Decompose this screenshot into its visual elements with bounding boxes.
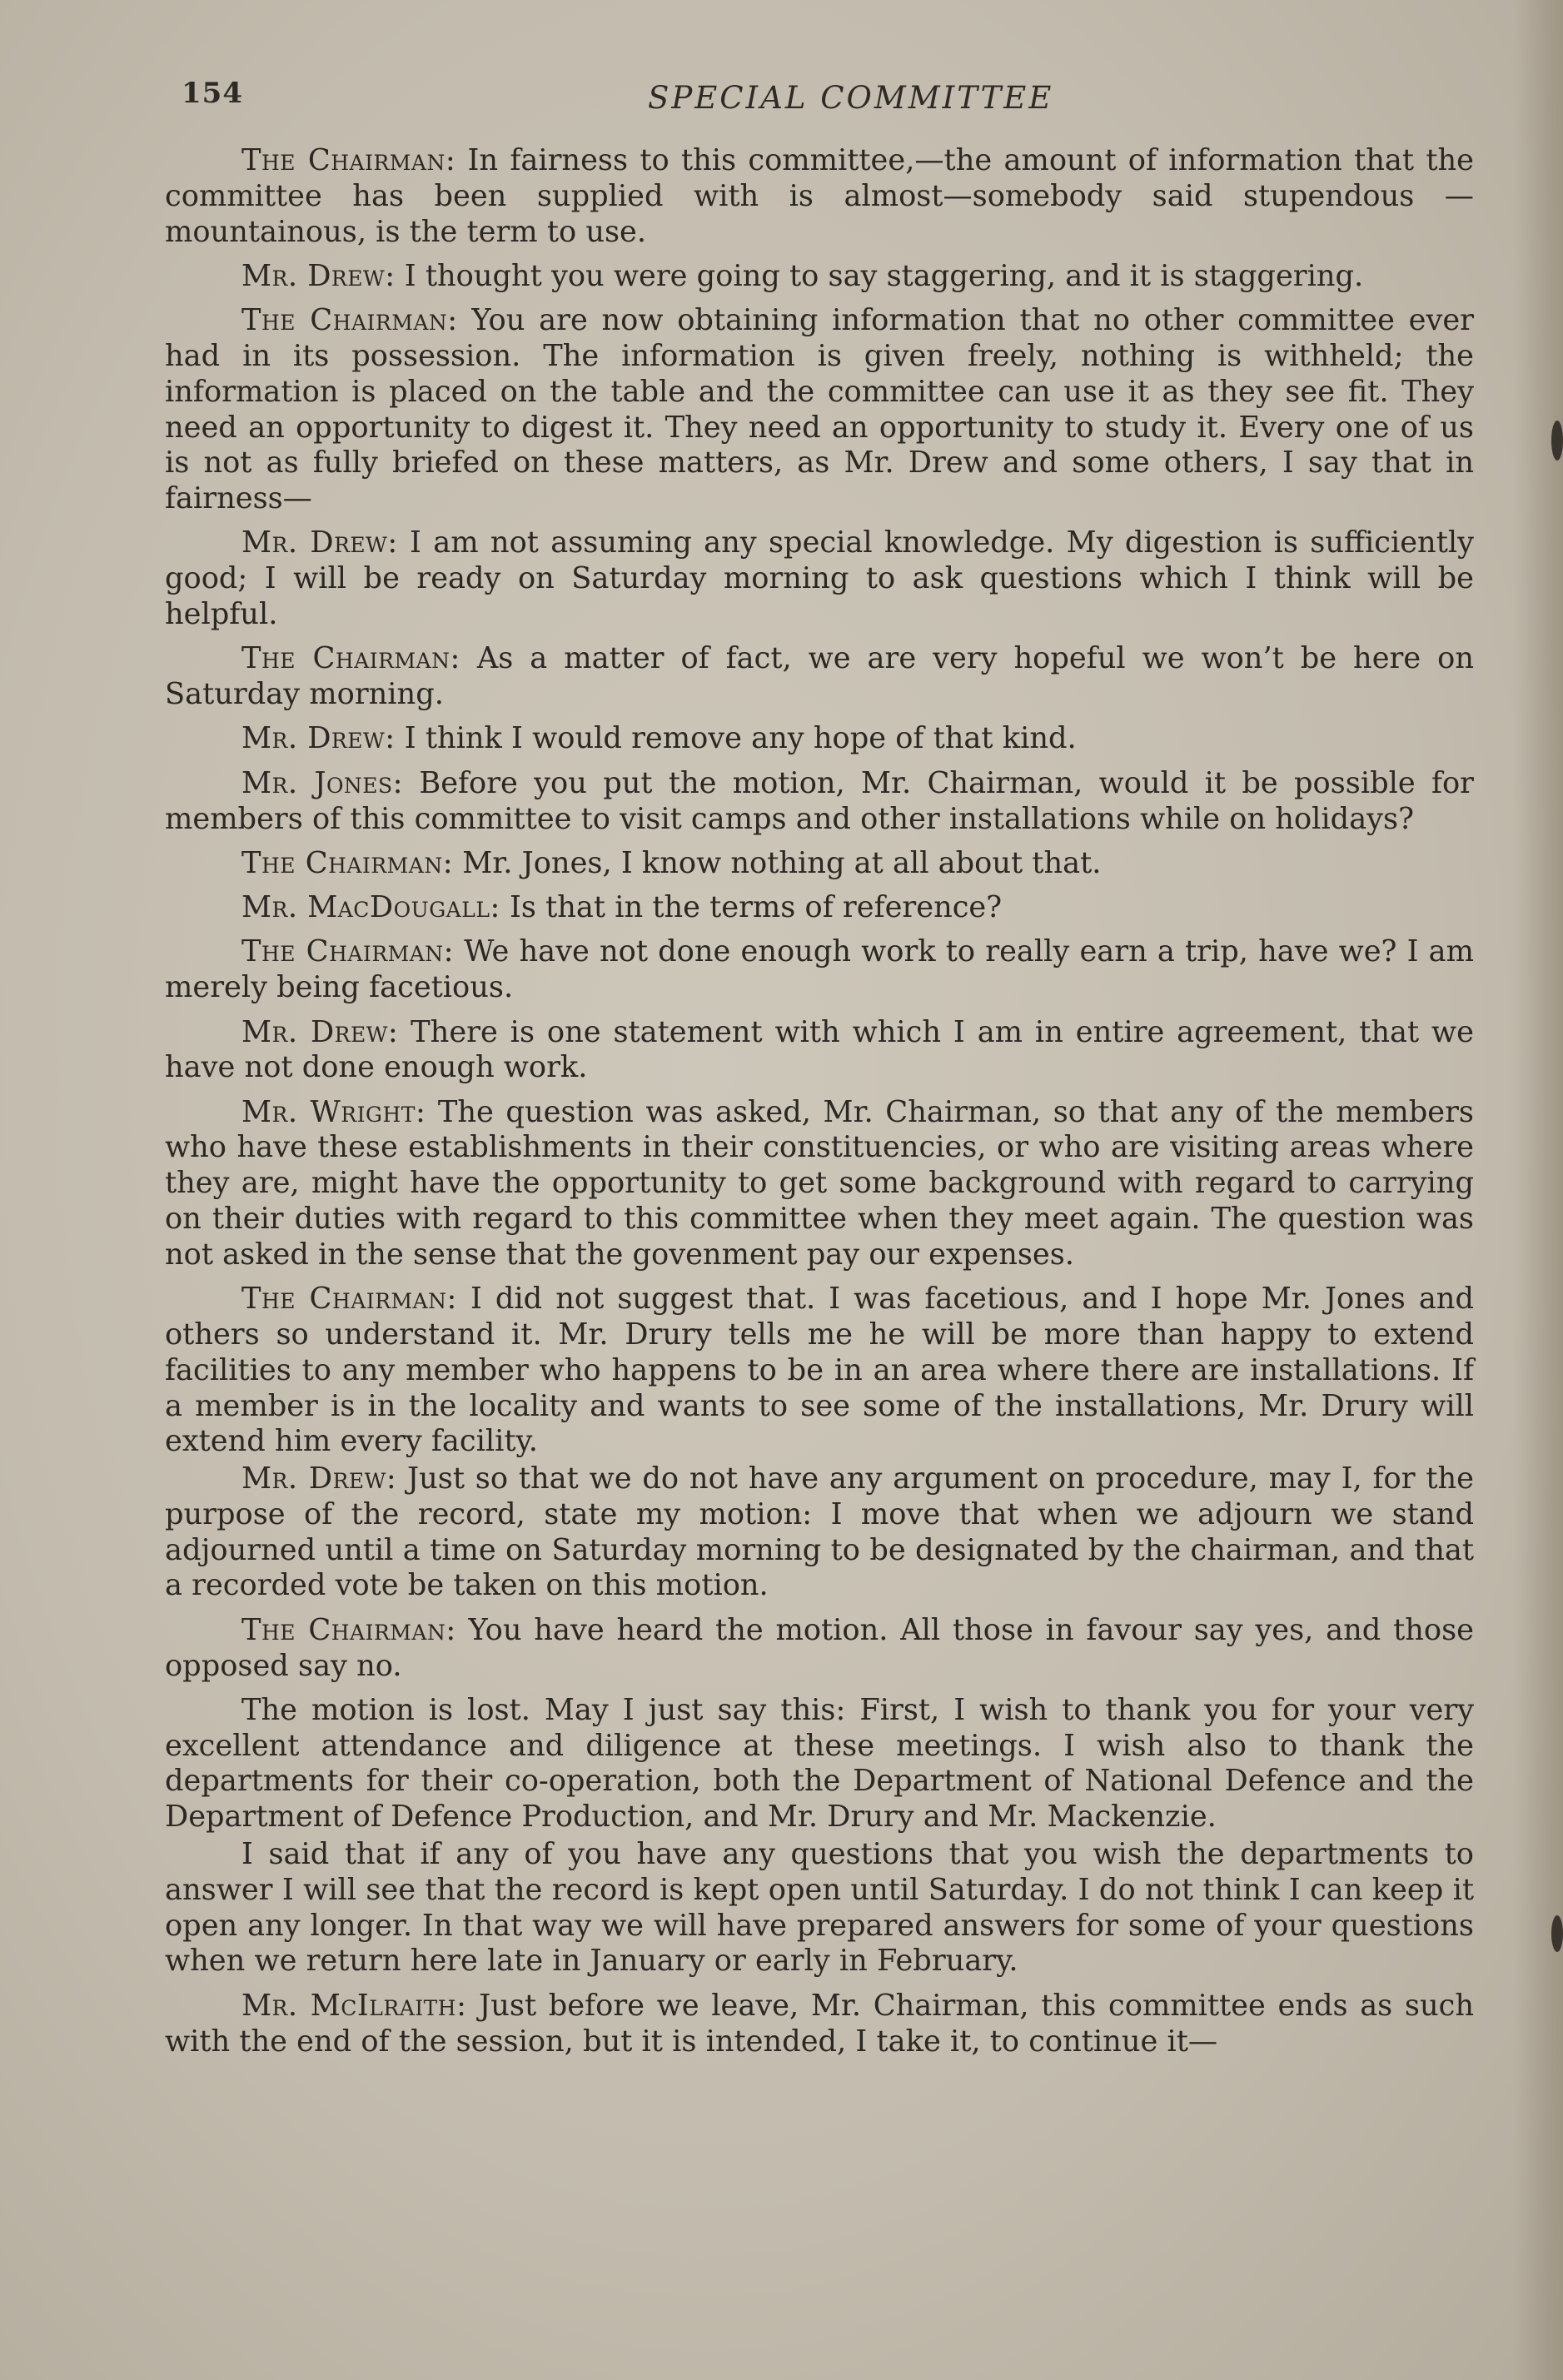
page-edge-shadow — [1513, 0, 1563, 2380]
speaker-name: The Chairman: — [241, 303, 458, 338]
speaker-name: Mr. Drew: — [241, 1014, 399, 1049]
paragraph-text: The question was asked, Mr. Chairman, so that any of the members who have these establishments in their constituencies, or who are visiting areas where they are, might have the opportunity to get some background with regard to carrying on their duties with regard to this committee when they meet again. The question was not asked in the sense that the govenment pay our expenses. — [165, 1094, 1474, 1272]
paragraph — [165, 143, 1474, 250]
speaker-name: Mr. Drew: — [241, 1461, 397, 1496]
paragraph-text: Before you put the motion, Mr. Chairman, would it be possible for members of this committee to visit camps and other installations while on holidays? — [165, 765, 1474, 836]
speaker-name: Mr. McIlraith: — [241, 1988, 467, 2023]
speaker-name: Mr. Drew: — [241, 258, 396, 293]
paragraph-text: As a matter of fact, we are very hopeful we won’t be here on Saturday morning. — [165, 641, 1474, 712]
transcript-body — [165, 143, 1474, 2069]
speaker-name: The Chairman: — [241, 1282, 457, 1317]
speaker-name: The Chairman: — [241, 143, 456, 177]
paragraph-text: We have not done enough work to really earn a trip, have we? I am merely being facetious. — [165, 934, 1474, 1005]
paragraph-text: There is one statement with which I am in entire agreement, that we have not done enough work. — [165, 1014, 1474, 1085]
paragraph — [165, 1613, 1474, 1685]
paragraph — [165, 1837, 1474, 1979]
speaker-name: Mr. Drew: — [241, 721, 396, 756]
binding-mark — [1551, 1915, 1563, 1952]
speaker-name: Mr. MacDougall: — [241, 890, 500, 925]
binding-mark — [1551, 421, 1563, 461]
paragraph-text: In fairness to this committee,—the amount of information that the committee has been supplied with is almost—somebody said stupendous —mountainous, is the term to use. — [165, 143, 1474, 249]
paragraph — [165, 846, 1474, 882]
paragraph-text: Is that in the terms of reference? — [500, 890, 1003, 925]
paragraph — [165, 890, 1474, 926]
paragraph-text: Mr. Jones, I know nothing at all about that. — [453, 845, 1102, 880]
speaker-name: The Chairman: — [241, 845, 454, 880]
speaker-name: Mr. Drew: — [241, 525, 398, 560]
paragraph — [165, 721, 1474, 757]
paragraph — [165, 1693, 1474, 1835]
paragraph — [165, 259, 1474, 295]
paragraph-text: The motion is lost. May I just say this: First, I wish to thank you for your very excellent attendance and diligence at these meetings. I wish also to thank the departments for their co-operation, both the Department of National Defence and the Department of Defence Production, and Mr. Drury and Mr. Mackenzie. — [165, 1692, 1474, 1835]
page-number: 154 — [182, 77, 243, 110]
running-title: SPECIAL COMMITTEE — [648, 80, 1054, 116]
paragraph — [165, 1461, 1474, 1604]
paragraph — [165, 934, 1474, 1006]
paragraph-text: You have heard the motion. All those in favour say yes, and those opposed say no. — [165, 1612, 1474, 1683]
paragraph — [165, 1989, 1474, 2060]
paragraph-text: I did not suggest that. I was facetious, and I hope Mr. Jones and others so understand it. Mr. Drury tells me he will be more than happy to extend facilities to any member who happens to be in an area where there are installations. If a member is in the locality and wants to see some of the installations, Mr. Drury will extend him every facility. — [165, 1282, 1474, 1459]
speaker-name: The Chairman: — [241, 641, 460, 676]
paragraph-text: I am not assuming any special knowledge. My digestion is sufficiently good; I will be ready on Saturday morning to ask questions which I think will be helpful. — [165, 525, 1474, 632]
paragraph — [165, 1015, 1474, 1087]
page-header — [182, 77, 1464, 127]
paragraph — [165, 766, 1474, 838]
paragraph — [165, 1095, 1474, 1273]
speaker-name: Mr. Jones: — [241, 765, 404, 800]
speaker-name: The Chairman: — [241, 934, 455, 969]
paragraph-text: I think I would remove any hope of that kind. — [395, 721, 1077, 756]
speaker-name: Mr. Wright: — [241, 1094, 426, 1129]
paragraph-text: I thought you were going to say staggering, and it is staggering. — [395, 258, 1364, 293]
paragraph-text: Just so that we do not have any argument on procedure, may I, for the purpose of the record, state my motion: I move that when we adjourn we stand adjourned until a time on Saturday morning to be designated by the chairman, and that a recorded vote be taken on this motion. — [165, 1461, 1475, 1603]
paragraph-text: I said that if any of you have any questions that you wish the departments to answer I will see that the record is kept open until Saturday. I do not think I can keep it open any longer. In that way we will have prepared answers for some of your questions when we return here late in January or early in February. — [165, 1837, 1474, 1979]
paragraph-text: You are now obtaining information that no other committee ever had in its possession. The information is given freely, nothing is withheld; the information is placed on the table and the committee can use it as they see fit. They need an opportunity to digest it. They need an opportunity to study it. Every one of us is not as fully briefed on these matters, as Mr. Drew and some others, I say that in fairness— — [165, 303, 1474, 516]
paragraph — [165, 1282, 1474, 1460]
paragraph — [165, 525, 1474, 632]
paragraph — [165, 303, 1474, 517]
paragraph-text: Just before we leave, Mr. Chairman, this committee ends as such with the end of the session, but it is intended, I take it, to continue it— — [165, 1988, 1474, 2059]
paragraph — [165, 641, 1474, 713]
speaker-name: The Chairman: — [241, 1612, 456, 1647]
